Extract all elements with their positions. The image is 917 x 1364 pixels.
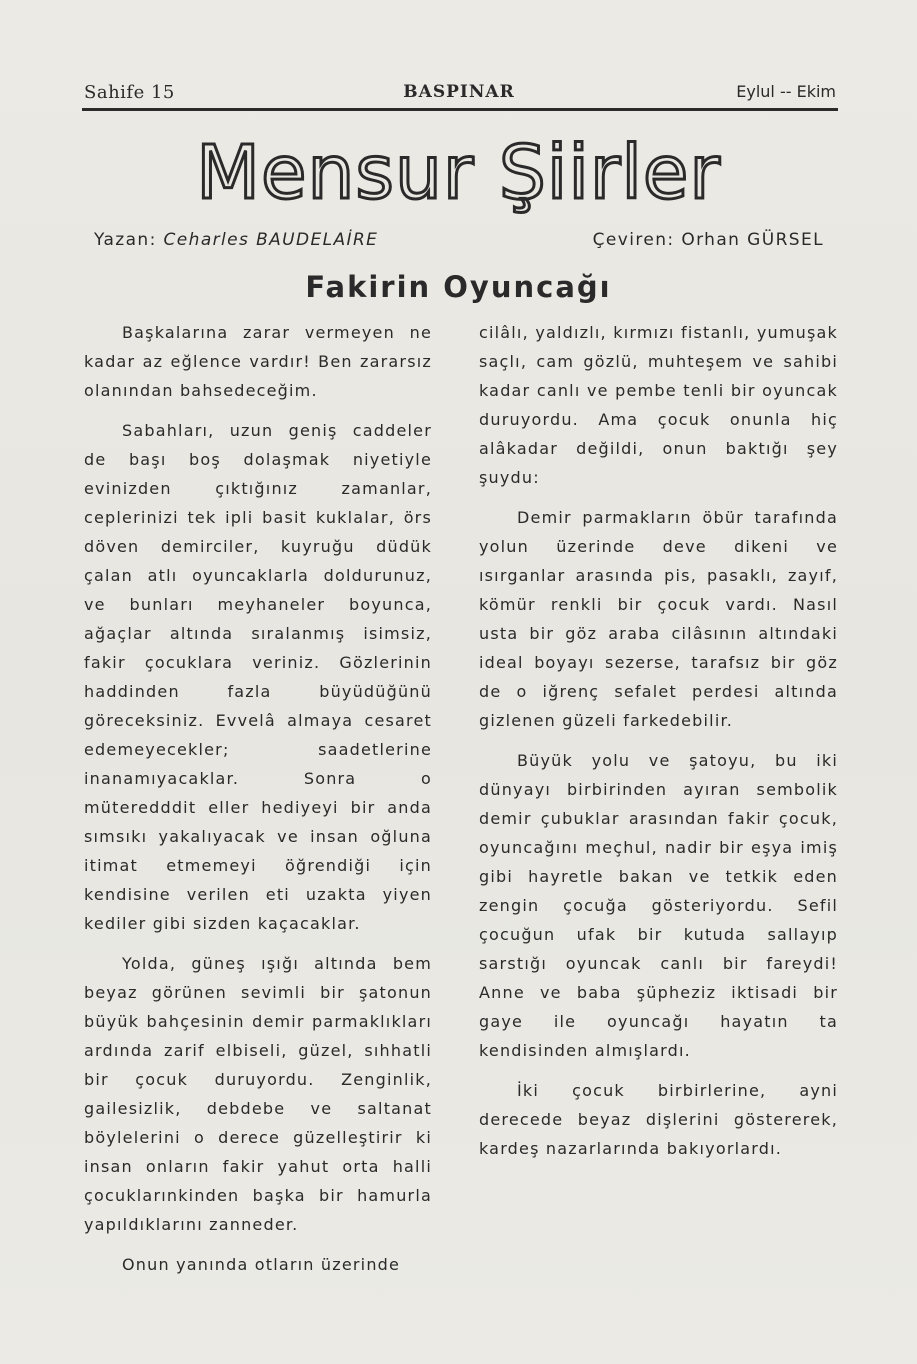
translator-label: Çeviren: [592, 230, 675, 250]
poem-title: Fakirin Oyuncağı [305, 270, 612, 304]
paragraph: Büyük yolu ve şatoyu, bu iki dünyayı birbirinden ayıran sembolik demir çubuklar arasından fakir çocuk, oyuncağını meçhul, nadir bir eşya imiş gibi hayretle bakan ve tetkik eden zengin çocuğa gösteriyordu. Sefil çocuğun ufak bir kutuda sallayıp sarstığı oyuncak canlı bir fareydi! Anne ve baba şüpheziz iktisadi bir gaye ile oyuncağı hayatın ta kendisinden almışlardı. [479, 751, 838, 1060]
article-title: Mensur Şiirler [196, 130, 721, 216]
paragraph: Yolda, güneş ışığı altında bem beyaz görünen sevimli bir şatonun büyük bahçesinin demir parmaklıkları ardında zarif elbiseli, güzel, sıhhatli bir çocuk duruyordu. Zenginlik, gailesizlik, debdebe ve saltanat böylelerini o derece güzelleştirir ki insan onların fakir yahut orta halli çocuklarınkinden başka bir hamurla yapıldıklarını zanneder. [84, 954, 432, 1234]
paragraph: Sabahları, uzun geniş caddeler de başı boş dolaşmak niyetiyle evinizden çıktığınız zamanlar, ceplerinizi tek ipli basit kuklalar, örs döven demirciler, kuyruğu düdük çalan atlı oyuncaklarla doldurunuz, ve bunları meyhaneler boyunca, ağaçlar altında sıralanmış isimsiz, fakir çocuklara veriniz. Gözlerinin haddinden fazla büyüdüğünü göreceksiniz. Evvelâ almaya cesaret edemeyecekler; saadetlerine inanamıyacaklar. Sonra o müteredddit eller hediyeyi bir anda sımsıkı yakalıyacak ve insan oğluna itimat etmemeyi öğrendiği için kendisine verilen eti uzakta yiyen kediler gibi sizden kaçacaklar. [84, 421, 432, 933]
translator-name: Orhan GÜRSEL [681, 230, 824, 250]
paragraph: Demir parmakların öbür tarafında yolun üzerinde deve dikeni ve ısırganlar arasında pis, pasaklı, zayıf, kömür renkli bir çocuk vardı. Nasıl usta bir göz araba cilâsının altındaki ideal boyayı sezerse, tarafsız bir göz de o iğrenç sefalet perdesi altında gizlenen güzeli farkedebilir. [479, 508, 838, 730]
paragraph: İki çocuk birbirlerine, ayni derecede beyaz dişlerini göstererek, kardeş nazarlarında bakıyorlardı. [479, 1081, 838, 1158]
left-column [84, 318, 432, 1290]
right-column [479, 318, 838, 1174]
author-credit [94, 230, 378, 250]
header-rule [82, 108, 838, 111]
byline [94, 230, 824, 256]
paragraph: Onun yanında otların üzerinde [122, 1255, 401, 1274]
running-header [84, 82, 836, 108]
page-number: Sahife 15 [84, 82, 175, 103]
paragraph: cilâlı, yaldızlı, kırmızı fistanlı, yumuşak saçlı, cam gözlü, muhteşem ve sahibi kadar canlı ve pembe tenli bir oyuncak duruyordu. Ama çocuk onunla hiç alâkadar değildi, onun baktığı şey şuydu: [479, 323, 838, 487]
magazine-name: BASPINAR [403, 82, 515, 102]
translator-credit [593, 230, 824, 250]
author-label: Yazan: [94, 230, 157, 250]
issue-date: Eylul -- Ekim [736, 82, 836, 101]
paragraph: Başkalarına zarar vermeyen ne kadar az eğlence vardır! Ben zararsız olanından bahsedeceğim. [84, 323, 432, 400]
author-name: Ceharles BAUDELAİRE [163, 230, 379, 250]
